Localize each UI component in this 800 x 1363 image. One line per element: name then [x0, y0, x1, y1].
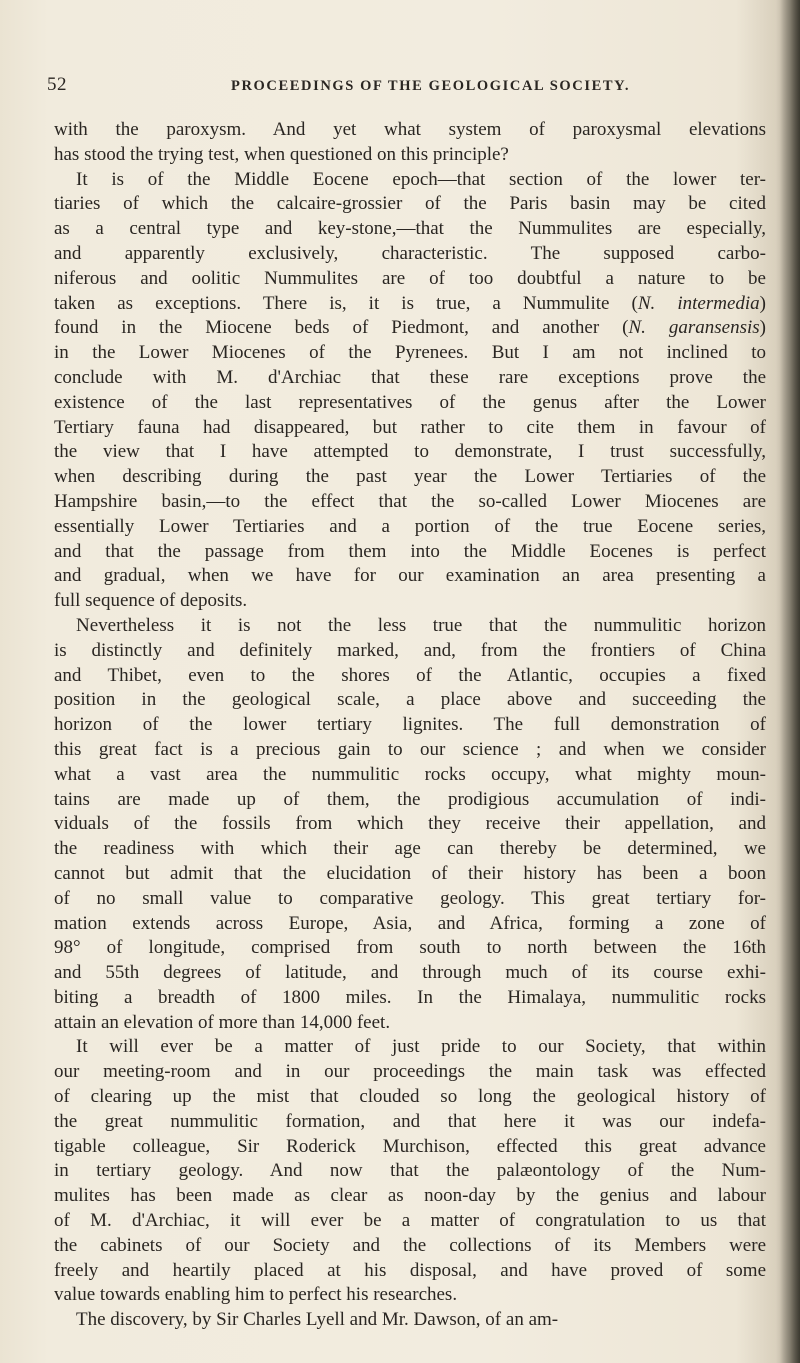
text-line: freely and heartily placed at his disposal, and have proved of some: [54, 1259, 766, 1281]
text-line: mulites has been made as clear as noon-day by the genius and labour: [54, 1185, 766, 1207]
text-line: biting a breadth of 1800 miles. In the Himalaya, nummulitic rocks: [54, 986, 766, 1008]
text-line: and that the passage from them into the Middle Eocenes is perfect: [54, 540, 766, 562]
text-line: full sequence of deposits.: [54, 590, 248, 612]
text-line: in tertiary geology. And now that the palæontology of the Num-: [54, 1160, 766, 1182]
text-line: as a central type and key-stone,—that the Nummulites are especially,: [54, 218, 766, 240]
page-edge-shadow: [780, 0, 800, 1363]
text-line: this great fact is a precious gain to our science ; and when we consider: [54, 738, 766, 760]
text-line: what a vast area the nummulitic rocks occupy, what mighty moun-: [54, 763, 766, 785]
text-line: when describing during the past year the Lower Tertiaries of the: [54, 466, 766, 488]
text-line: is distinctly and definitely marked, and, from the frontiers of China: [54, 639, 766, 661]
text-line: mation extends across Europe, Asia, and Africa, forming a zone of: [54, 912, 766, 934]
text-line: in the Lower Miocenes of the Pyrenees. But I am not inclined to: [54, 342, 766, 364]
text-line: 98° of longitude, comprised from south to north between the 16th: [54, 937, 766, 959]
text-line: Nevertheless it is not the less true that the nummulitic horizon: [76, 614, 766, 636]
text-line: conclude with M. d'Archiac that these rare exceptions prove the: [54, 366, 766, 388]
text-line: viduals of the fossils from which they receive their appellation, and: [54, 813, 766, 835]
text-line: attain an elevation of more than 14,000 feet.: [54, 1011, 391, 1033]
text-line: It is of the Middle Eocene epoch—that section of the lower ter-: [76, 168, 766, 190]
paragraph: [54, 118, 766, 168]
text-line: the cabinets of our Society and the collections of its Members were: [54, 1234, 766, 1256]
text-line: and 55th degrees of latitude, and through much of its course exhi-: [54, 962, 766, 984]
paragraph: [54, 1035, 766, 1308]
text-line: found in the Miocene beds of Piedmont, and another (N. garansensis): [54, 317, 766, 339]
text-line: The discovery, by Sir Charles Lyell and Mr. Dawson, of an am-: [76, 1309, 559, 1331]
text-line: tains are made up of them, the prodigious accumulation of indi-: [54, 788, 766, 810]
text-line: with the paroxysm. And yet what system of paroxysmal elevations: [54, 119, 766, 140]
paragraph: [54, 168, 766, 614]
text-line: cannot but admit that the elucidation of their history has been a boon: [54, 862, 766, 884]
paragraph: [54, 1308, 766, 1333]
text-line: tiaries of which the calcaire-grossier of the Paris basin may be cited: [54, 193, 766, 215]
text-line: Hampshire basin,—to the effect that the so-called Lower Miocenes are: [54, 490, 766, 512]
text-line: tigable colleague, Sir Roderick Murchison, effected this great advance: [54, 1135, 766, 1157]
text-line: horizon of the lower tertiary lignites. The full demonstration of: [54, 714, 766, 736]
body-text: [54, 118, 766, 1333]
text-line: of M. d'Archiac, it will ever be a matter of congratulation to us that: [54, 1210, 766, 1232]
text-line: of no small value to comparative geology. This great tertiary for-: [54, 887, 766, 909]
paragraph: [54, 614, 766, 1036]
text-line: taken as exceptions. There is, it is true, a Nummulite (N. intermedia): [54, 292, 766, 314]
text-line: the view that I have attempted to demonstrate, I trust successfully,: [54, 441, 766, 463]
page-header: [47, 74, 767, 102]
text-line: the readiness with which their age can thereby be determined, we: [54, 838, 766, 860]
text-line: value towards enabling him to perfect his researches.: [54, 1284, 458, 1306]
text-line: and Thibet, even to the shores of the Atlantic, occupies a fixed: [54, 664, 766, 686]
text-line: Tertiary fauna had disappeared, but rather to cite them in favour of: [54, 416, 766, 438]
text-line: and apparently exclusively, characteristic. The supposed carbo-: [54, 242, 766, 264]
text-line: It will ever be a matter of just pride to our Society, that within: [76, 1036, 766, 1058]
text-line: our meeting-room and in our proceedings the main task was effected: [54, 1061, 766, 1083]
running-head: PROCEEDINGS OF THE GEOLOGICAL SOCIETY.: [231, 78, 631, 94]
text-line: position in the geological scale, a place above and succeeding the: [54, 689, 766, 711]
text-line: existence of the last representatives of the genus after the Lower: [54, 391, 766, 413]
text-line: the great nummulitic formation, and that here it was our indefa-: [54, 1110, 766, 1132]
text-line: of clearing up the mist that clouded so long the geological history of: [54, 1086, 766, 1108]
text-line: has stood the trying test, when questioned on this principle?: [54, 143, 509, 165]
text-line: essentially Lower Tertiaries and a portion of the true Eocene series,: [54, 515, 766, 537]
text-line: niferous and oolitic Nummulites are of too doubtful a nature to be: [54, 267, 766, 289]
text-line: and gradual, when we have for our examination an area presenting a: [54, 565, 766, 587]
page-number: 52: [47, 74, 67, 95]
